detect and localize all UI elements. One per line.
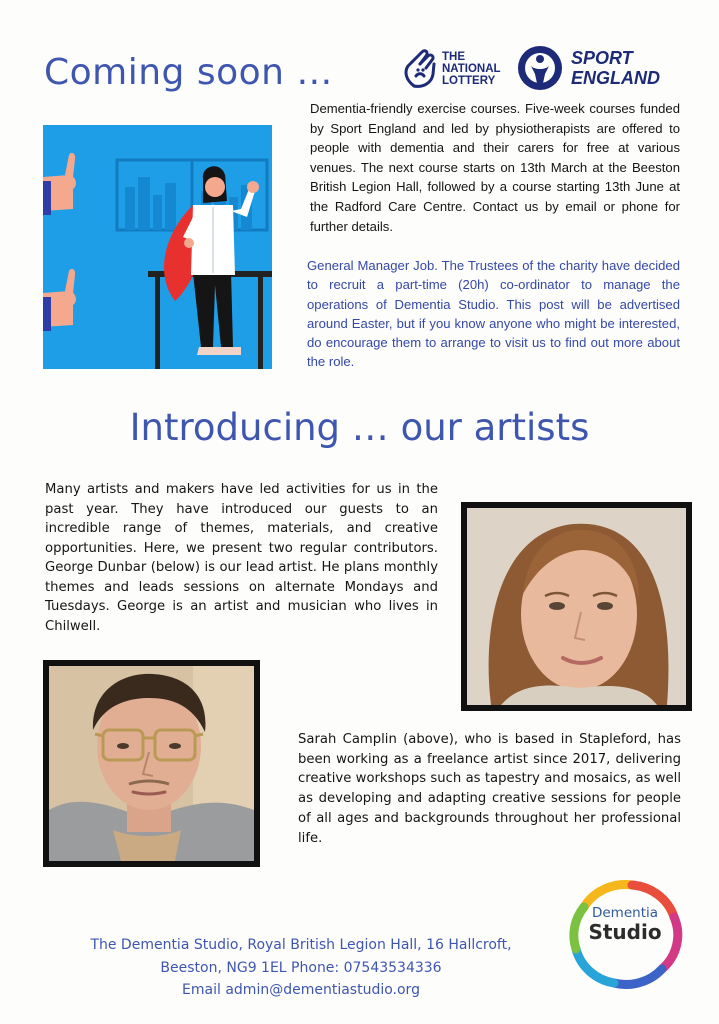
sport-england-logo: [515, 44, 680, 92]
sarah-camplin-paragraph: Sarah Camplin (above), who is based in Stapleford, has been working as a freelance artist since 2017, delivering creative workshops such as tapestry and mosaics, as well as developing and adapting creative sessions for people of all ages and backgrounds throughout her professional life.: [298, 732, 681, 846]
lottery-line-3: LOTTERY: [442, 75, 496, 87]
footer-email-line[interactable]: Email admin@dementiastudio.org: [182, 982, 420, 998]
footer-address-line: The Dementia Studio, Royal British Legion Hall, 16 Hallcroft,: [90, 937, 512, 953]
national-lottery-logo: [400, 46, 508, 92]
superhero-illustration: [43, 125, 272, 369]
footer-phone-line: Beeston, NG9 1EL Phone: 07543534336: [160, 959, 442, 976]
lottery-line-1: THE: [442, 51, 465, 63]
general-manager-paragraph: General Manager Job. The Trustees of the charity have decided to recruit a part-time (20h) co-ordinator to manage the operations of Dementia Studio. This post will be advertised around Easter, but if you know anyone who might be interested, do encourage them to arrange to visit us to find out more about the role.: [307, 258, 680, 370]
george-dunbar-photo: [43, 660, 260, 867]
sport-line-1: SPORT: [571, 48, 633, 68]
crossed-fingers-icon: [400, 46, 440, 90]
lottery-line-2: NATIONAL: [442, 63, 501, 75]
dementia-studio-logo: [562, 877, 688, 989]
sport-line-2: ENGLAND: [571, 68, 660, 88]
logo-word-studio: Studio: [588, 920, 662, 944]
footer-contact: [46, 934, 556, 1002]
coming-soon-heading: Coming soon …: [44, 52, 333, 93]
artists-intro-paragraph: Many artists and makers have led activities for us in the past year. They have introduced our guests to an incredible range of themes, materials, and creative opportunities. Here, we present two regular contributors. George Dunbar (below) is our lead artist. He plans monthly themes and leads sessions on alternate Mondays and Tuesdays. George is an artist and musician who lives in Chilwell.: [45, 482, 438, 634]
sport-england-figure-icon: [515, 44, 565, 92]
exercise-courses-paragraph: Dementia-friendly exercise courses. Five-week courses funded by Sport England and led by physiotherapists are offered to people with dementia and their carers for free at various venues. The next course starts on 13th March at the Beeston British Legion Hall, followed by a course starting 13th June at the Radford Care Centre. Contact us by email or phone for further details.: [310, 101, 680, 234]
logo-word-dementia: Dementia: [591, 905, 659, 921]
sarah-camplin-photo: [461, 502, 692, 711]
introducing-artists-heading: Introducing … our artists: [129, 406, 590, 449]
